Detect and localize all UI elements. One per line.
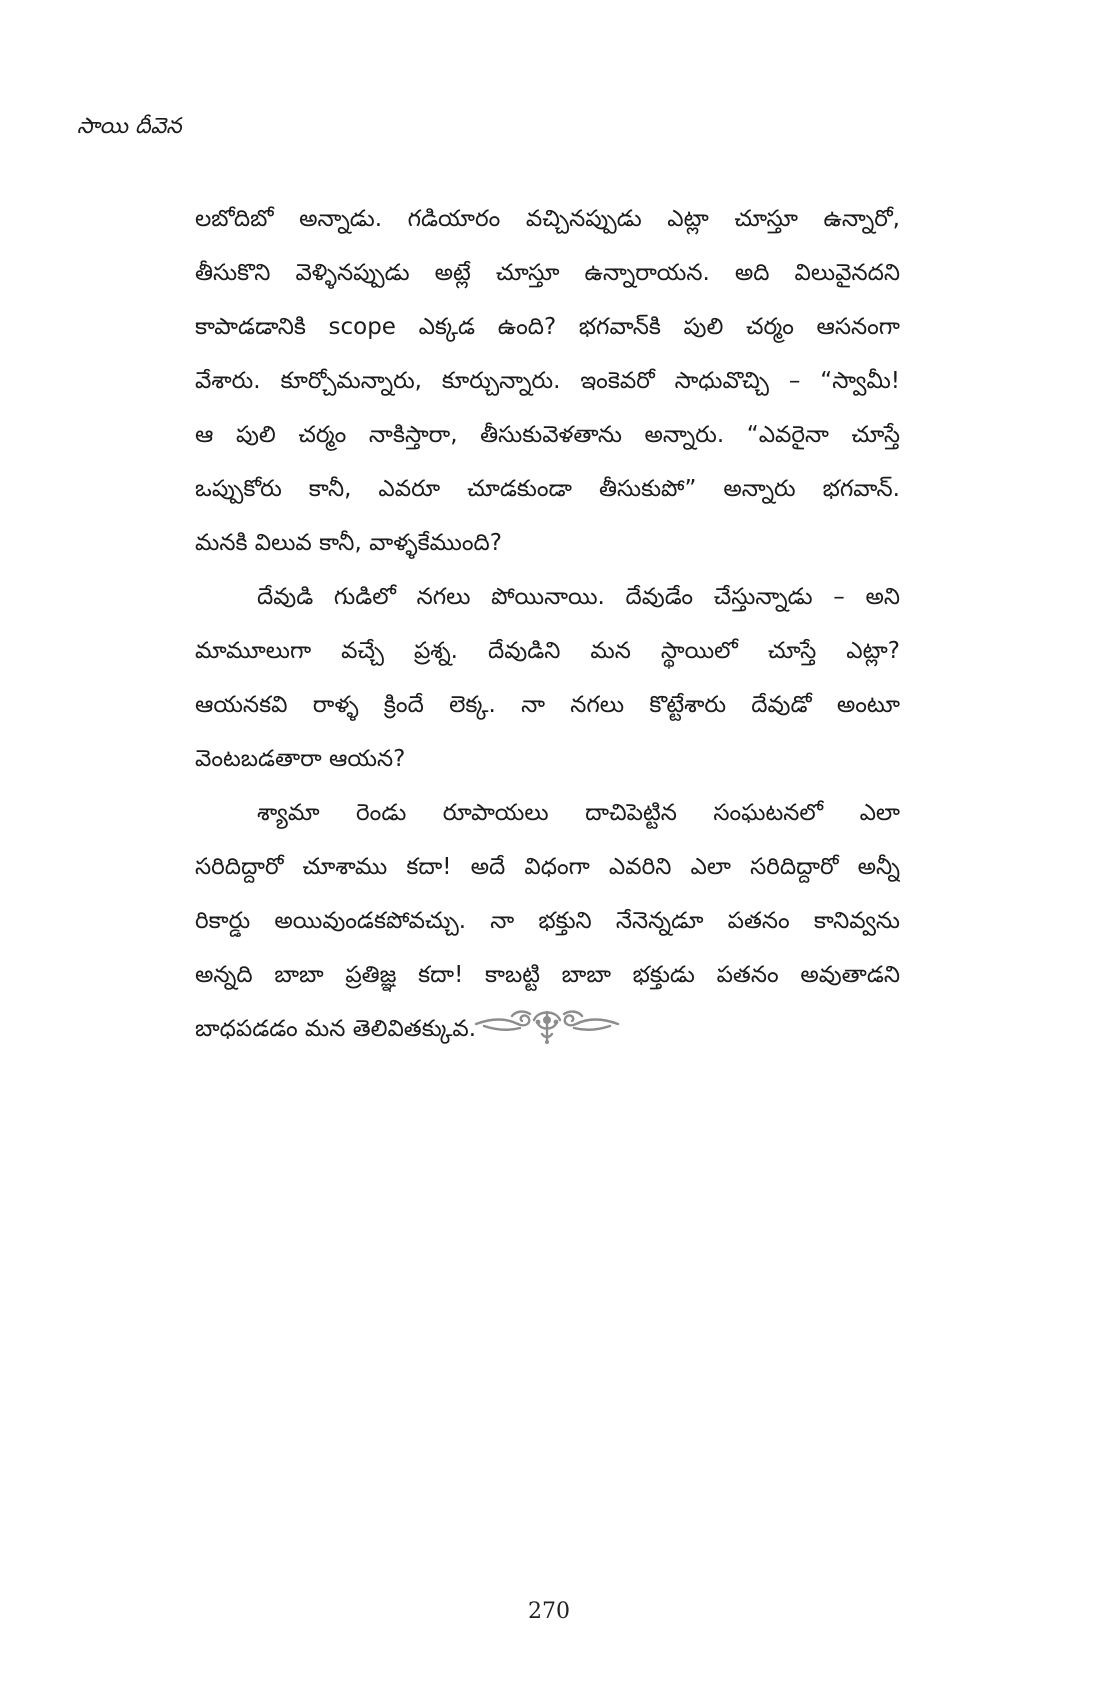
paragraph-1-line-1: లబోదిబో అన్నాడు. గడియారం వచ్చినప్పుడు ఎట్లా చూస్తూ ఉన్నారో, xyxy=(195,206,900,232)
paragraph-2-line-4: వెంటబడతారా ఆయన? xyxy=(195,746,406,772)
floral-divider-icon xyxy=(472,1000,622,1046)
paragraph-2-line-3: ఆయనకవి రాళ్ళ క్రిందే లెక్క. నా నగలు కొట్టేశారు దేవుడో అంటూ xyxy=(195,692,900,718)
paragraph-3-line-3: రికార్డు అయివుండకపోవచ్చు. నా భక్తుని నేనెన్నడూ పతనం కానివ్వను xyxy=(195,908,900,934)
paragraph-1-line-4: వేశారు. కూర్చోమన్నారు, కూర్చున్నారు. ఇంకెవరో సాధువొచ్చి – “స్వామీ! xyxy=(195,368,900,394)
paragraph-1-line-3: కాపాడడానికి scope ఎక్కడ ఉంది? భగవాన్‌కి పులి చర్మం ఆసనంగా xyxy=(195,314,900,340)
paragraph-1-line-6: ఒప్పుకోరు కానీ, ఎవరూ చూడకుండా తీసుకుపో” అన్నారు భగవాన్. xyxy=(195,476,900,502)
paragraph-2 xyxy=(195,570,900,786)
paragraph-3-line-2: సరిదిద్దారో చూశాము కదా! అదే విధంగా ఎవరిని ఎలా సరిదిద్దారో అన్నీ xyxy=(195,854,900,880)
paragraph-3-line-5: బాధపడడం మన తెలివితక్కువ. xyxy=(195,1016,477,1042)
paragraph-1-line-7: మనకి విలువ కానీ, వాళ్ళకేముంది? xyxy=(195,530,502,556)
paragraph-1-line-2: తీసుకొని వెళ్ళినప్పుడు అట్లే చూస్తూ ఉన్నారాయన. అది విలువైనదని xyxy=(195,260,900,286)
paragraph-2-line-1: దేవుడి గుడిలో నగలు పోయినాయి. దేవుడేం చేస్తున్నాడు – అని xyxy=(257,584,900,610)
page-number: 270 xyxy=(528,1599,570,1624)
paragraph-2-line-2: మామూలుగా వచ్చే ప్రశ్న. దేవుడిని మన స్థాయిలో చూస్తే ఎట్లా? xyxy=(195,638,900,664)
paragraph-1 xyxy=(195,192,900,570)
running-header-title: సాయి దీవెన xyxy=(77,114,182,139)
paragraph-1-line-5: ఆ పులి చర్మం నాకిస్తారా, తీసుకువెళతాను అన్నారు. “ఎవరైనా చూస్తే xyxy=(195,422,900,448)
body-text xyxy=(195,192,900,1056)
paragraph-3-line-4: అన్నది బాబా ప్రతిజ్ఞ కదా! కాబట్టి బాబా భక్తుడు పతనం అవుతాడని xyxy=(195,962,900,988)
paragraph-3-line-1: శ్యామా రెండు రూపాయలు దాచిపెట్టిన సంఘటనలో ఎలా xyxy=(257,800,900,826)
